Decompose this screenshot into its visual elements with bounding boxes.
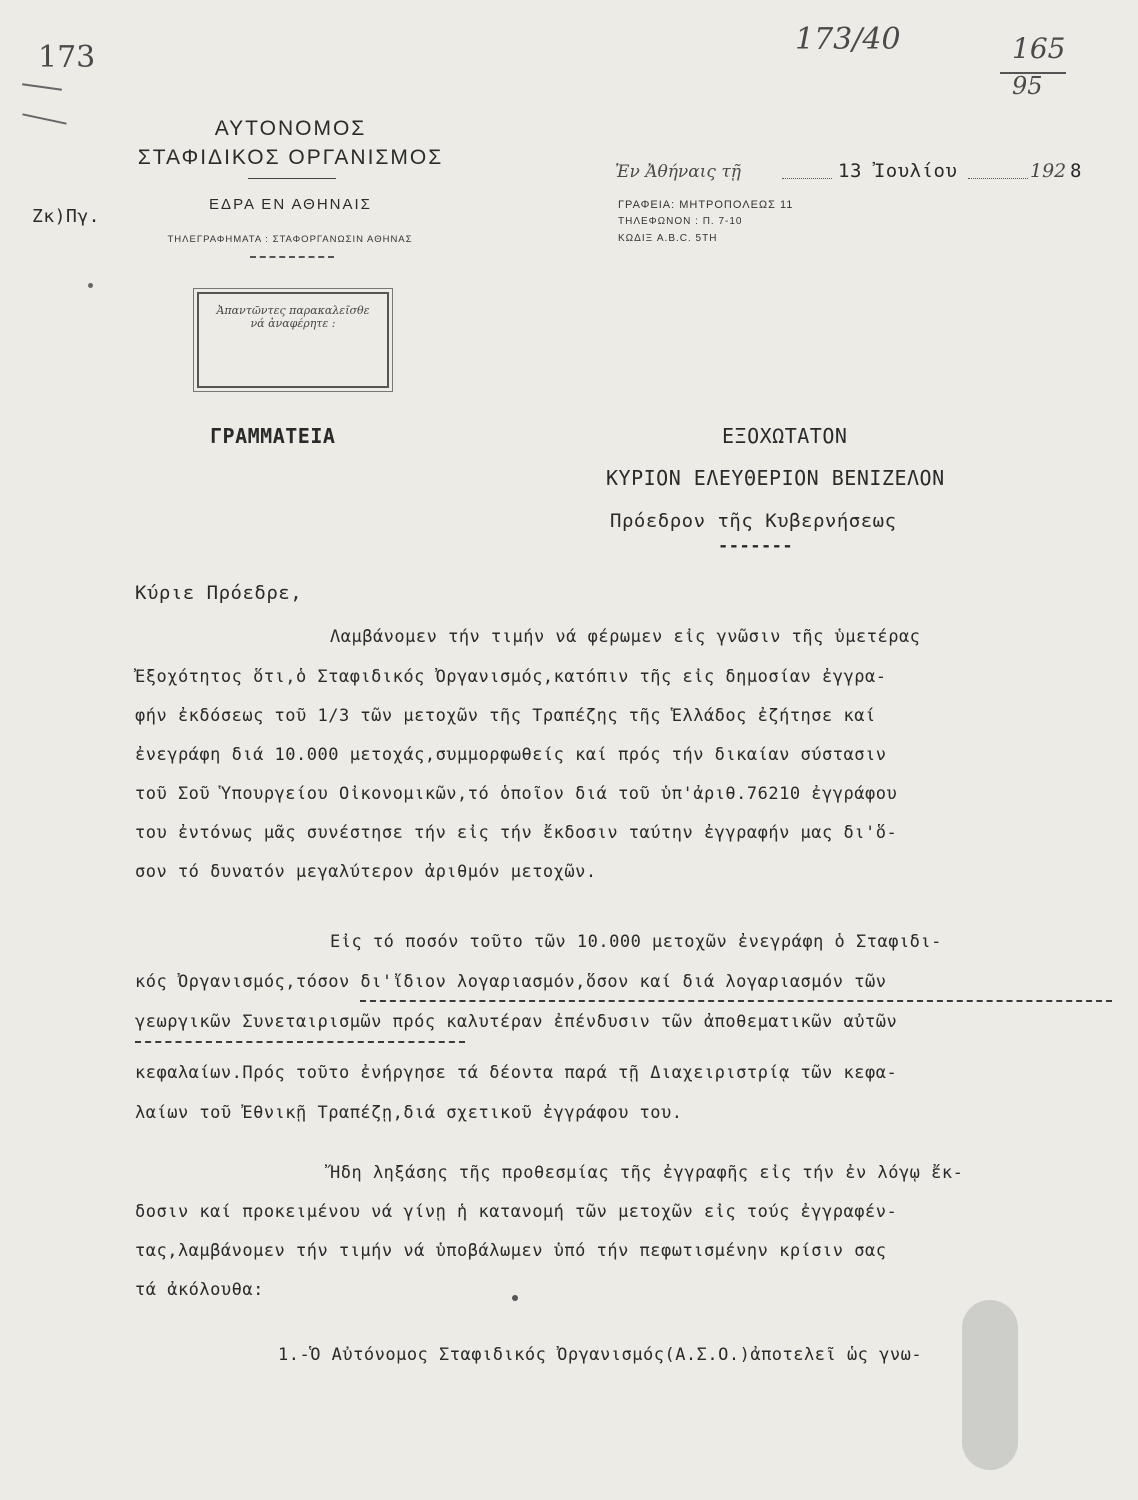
addressee-title: ΕΞΟΧΩΤΑΤΟΝ bbox=[722, 424, 848, 448]
body-line: Ἐξοχότητος ὅτι,ὁ Σταφιδικός Ὀργανισμός,κατόπιν τῆς εἰς δημοσίαν ἐγγρα- bbox=[135, 667, 887, 687]
dateline-year-digit: 8 bbox=[1070, 160, 1082, 182]
body-line: 1.-Ὁ Αὐτόνομος Σταφιδικός Ὀργανισμός(Α.Σ.Ο.)ἀποτελεῖ ὡς γνω- bbox=[278, 1345, 923, 1365]
body-line: λαίων τοῦ Ἐθνικῇ Τραπέζῃ,διά σχετικοῦ ἐγγράφου του. bbox=[135, 1103, 683, 1123]
addressee-office: Πρόεδρον τῆς Κυβερνήσεως bbox=[610, 510, 897, 532]
reply-box-line1: Ἀπαντῶντες παρακαλεῖσθε bbox=[216, 304, 370, 317]
ink-dot bbox=[88, 283, 93, 288]
dateline-year-prefix: 192 bbox=[1030, 160, 1067, 182]
department-label: ΓΡΑΜΜΑΤΕΙΑ bbox=[210, 424, 336, 448]
body-line: κεφαλαίων.Πρός τοῦτο ἐνήργησε τά δέοντα παρά τῇ Διαχειριστρίᾳ τῶν κεφα- bbox=[135, 1063, 898, 1083]
underline-dashes bbox=[360, 1000, 1112, 1002]
offices-code: ΚΩΔΙΞ A.B.C. 5TH bbox=[618, 233, 718, 244]
body-line: δοσιν καί προκειμένου νά γίνῃ ἡ κατανομή τῶν μετοχῶν εἰς τούς ἐγγραφέν- bbox=[135, 1202, 898, 1222]
reply-reference-box bbox=[197, 292, 389, 388]
margin-stroke bbox=[22, 83, 62, 91]
body-line: σον τό δυνατόν μεγαλύτερον ἀριθμόν μετοχῶν. bbox=[135, 862, 597, 882]
dateline-dots bbox=[782, 178, 832, 179]
salutation: Κύριε Πρόεδρε, bbox=[135, 582, 303, 604]
archive-stamp bbox=[962, 1300, 1018, 1470]
dateline-place: Ἐν Ἀθήναις τῇ bbox=[615, 162, 741, 182]
body-line: ἐνεγράφη διά 10.000 μετοχάς,συμμορφωθείς καί πρός τήν δικαίαν σύστασιν bbox=[135, 745, 887, 765]
offices-phone: ΤΗΛΕΦΩΝΟΝ : Π. 7-10 bbox=[618, 216, 743, 227]
body-line: Εἰς τό ποσόν τοῦτο τῶν 10.000 μετοχῶν ἐνεγράφη ὁ Σταφιδι- bbox=[330, 932, 942, 952]
letterhead-telegraph: ΤΗΛΕΓΡΑΦΗΜΑΤΑ : ΣΤΑΦΟΡΓΑΝΩΣΙΝ ΑΘΗΝΑΣ bbox=[167, 234, 413, 245]
body-line: τας,λαμβάνομεν τήν τιμήν νά ὑποβάλωμεν ὑπό τήν πεφωτισμένην κρίσιν σας bbox=[135, 1241, 887, 1261]
letterhead-ornament bbox=[250, 256, 334, 258]
addressee-name: ΚΥΡΙΟΝ ΕΛΕΥΘΕΡΙΟΝ ΒΕΝΙΖΕΛΟΝ bbox=[606, 466, 945, 490]
ink-dot bbox=[512, 1295, 518, 1301]
addressee-rule: ------- bbox=[718, 536, 794, 556]
dateline-day-month: 13 Ἰουλίου bbox=[838, 160, 958, 182]
body-line: κός Ὀργανισμός,τόσον δι'ἴδιον λογαριασμόν,ὅσον καί διά λογαριασμόν τῶν bbox=[135, 972, 887, 992]
underline-dashes bbox=[135, 1041, 465, 1043]
body-line: του ἐντόνως μᾶς συνέστησε τήν εἰς τήν ἔκδοσιν ταύτην ἐγγραφήν μας δι'ὅ- bbox=[135, 823, 898, 843]
reply-box-line2: νά ἀναφέρητε : bbox=[250, 317, 336, 330]
letterhead-line2: ΣΤΑΦΙΔΙΚΟΣ ΟΡΓΑΝΙΣΜΟΣ bbox=[137, 146, 444, 169]
body-line: Λαμβάνομεν τήν τιμήν νά φέρωμεν εἰς γνῶσιν τῆς ὑμετέρας bbox=[330, 627, 921, 647]
body-line: γεωργικῶν Συνεταιρισμῶν πρός καλυτέραν ἐπένδυσιν τῶν ἀποθεματικῶν αὐτῶν bbox=[135, 1012, 898, 1032]
archive-number-bottom: 95 bbox=[1012, 72, 1043, 100]
body-line: τοῦ Σοῦ Ὑπουργείου Οἰκονομικῶν,τό ὁποῖον διά τοῦ ὑπ'ἀριθ.76210 ἐγγράφου bbox=[135, 784, 898, 804]
reference-number: 173/40 bbox=[795, 22, 901, 57]
offices-address: ΓΡΑΦΕΙΑ: ΜΗΤΡΟΠΟΛΕΩΣ 11 bbox=[618, 199, 794, 211]
letterhead-rule bbox=[248, 178, 336, 179]
archive-number-top: 165 bbox=[1012, 32, 1066, 65]
body-line: Ἤδη ληξάσης τῆς προθεσμίας τῆς ἐγγραφῆς εἰς τήν ἐν λόγῳ ἔκ- bbox=[330, 1163, 964, 1183]
letterhead-seat: ΕΔΡΑ ΕΝ ΑΘΗΝΑΙΣ bbox=[209, 196, 372, 213]
letterhead-line1: ΑΥΤΟΝΟΜΟΣ bbox=[214, 117, 367, 140]
margin-stroke bbox=[22, 113, 66, 124]
dateline-dots bbox=[968, 178, 1028, 179]
initials-mark: Ζκ)Πγ. bbox=[32, 206, 101, 227]
body-line: τά ἀκόλουθα: bbox=[135, 1280, 264, 1300]
body-line: φήν ἐκδόσεως τοῦ 1/3 τῶν μετοχῶν τῆς Τραπέζης τῆς Ἑλλάδος ἐζήτησε καί bbox=[135, 706, 876, 726]
folio-number: 173 bbox=[38, 40, 96, 75]
